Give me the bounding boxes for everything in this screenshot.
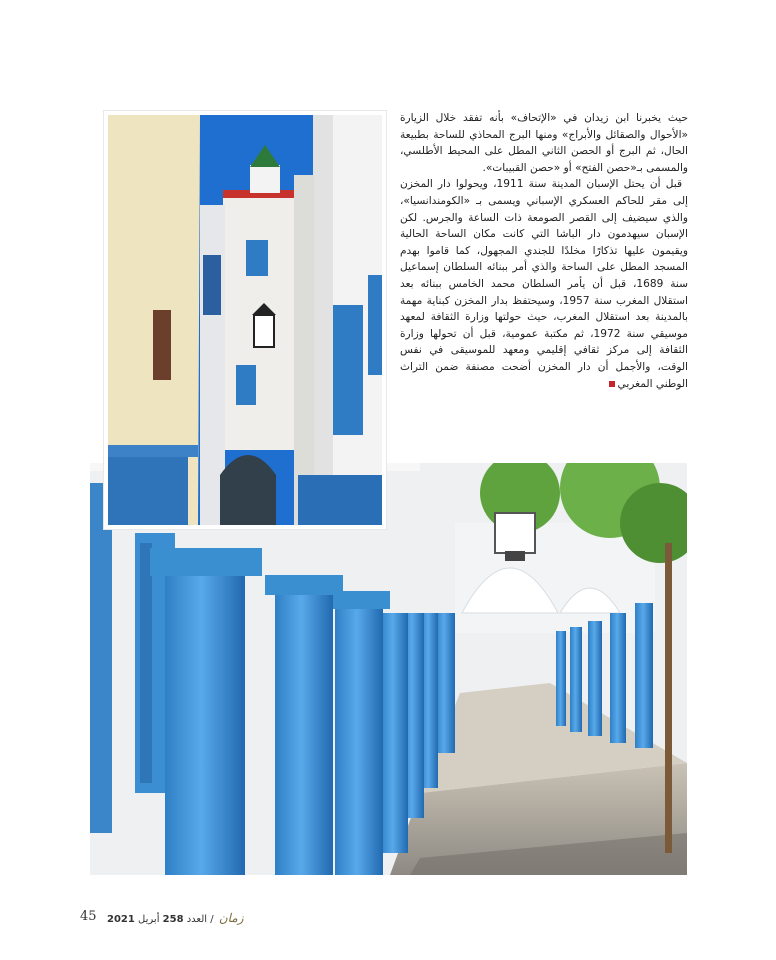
- issue-number: 258: [162, 914, 184, 925]
- page-footer: [80, 909, 280, 929]
- page-number: 45: [80, 909, 97, 924]
- issue-label: / العدد: [186, 914, 214, 925]
- article-paragraph-2-text: قبل أن يحتل الإسبان المدينة سنة 1911، ويحولوا دار المخزن إلى مقر للحاكم العسكري الإسباني ويسمى بـ «الكومندانسيا»، والذي سيضيف إلى القصر الصومعة ذات الساعة والجرس. لكن الإسبان سيهدمون دار الباشا التي كانت مكان الساحة الحالية ويقيمون عليها تذكارًا مخلدًا للجندي المجهول، كما قاموا بهدم المسجد المطل على الساحة والذي أمر ببنائه السلطان إسماعيل سنة 1689، قبل أن يأمر السلطان محمد الخامس ببنائه بعد استقلال المغرب سنة 1957، وسيحتفظ بدار المخزن كبناية مهمة بالمدينة بعد استقلال المغرب، حيث حولتها وزارة الثقافة لمعهد موسيقي سنة 1972، ثم مكتبة عمومية، قبل أن تحولها وزارة الثقافة إلى مركز ثقافي إقليمي ومعهد للموسيقى في نفس الوقت، والأجمل أن دار المخزن أضحت مصنفة ضمن التراث الوطني المغربي: [400, 178, 688, 390]
- article-paragraph-2: [400, 176, 688, 392]
- issue-month: أبريل: [138, 914, 160, 925]
- issue-info: [107, 911, 244, 925]
- blue-alley-photo: [104, 111, 386, 529]
- article-text: [400, 110, 688, 455]
- issue-year: 2021: [107, 914, 135, 925]
- end-of-article-mark: [609, 381, 615, 387]
- magazine-logo: زمان: [218, 911, 244, 925]
- article-paragraph-1: حيث يخبرنا ابن زيدان في «الإتحاف» بأنه تفقد خلال الزيارة «الأحوال والصقائل والأبراج» ومنها البرج المحاذي للساحة بطبيعة الحال، ثم البرج أو الحصن الثاني المطل على المحيط الأطلسي، والمسمى بـ«حصن الفتح» أو «حصن القبيبات».: [400, 112, 688, 174]
